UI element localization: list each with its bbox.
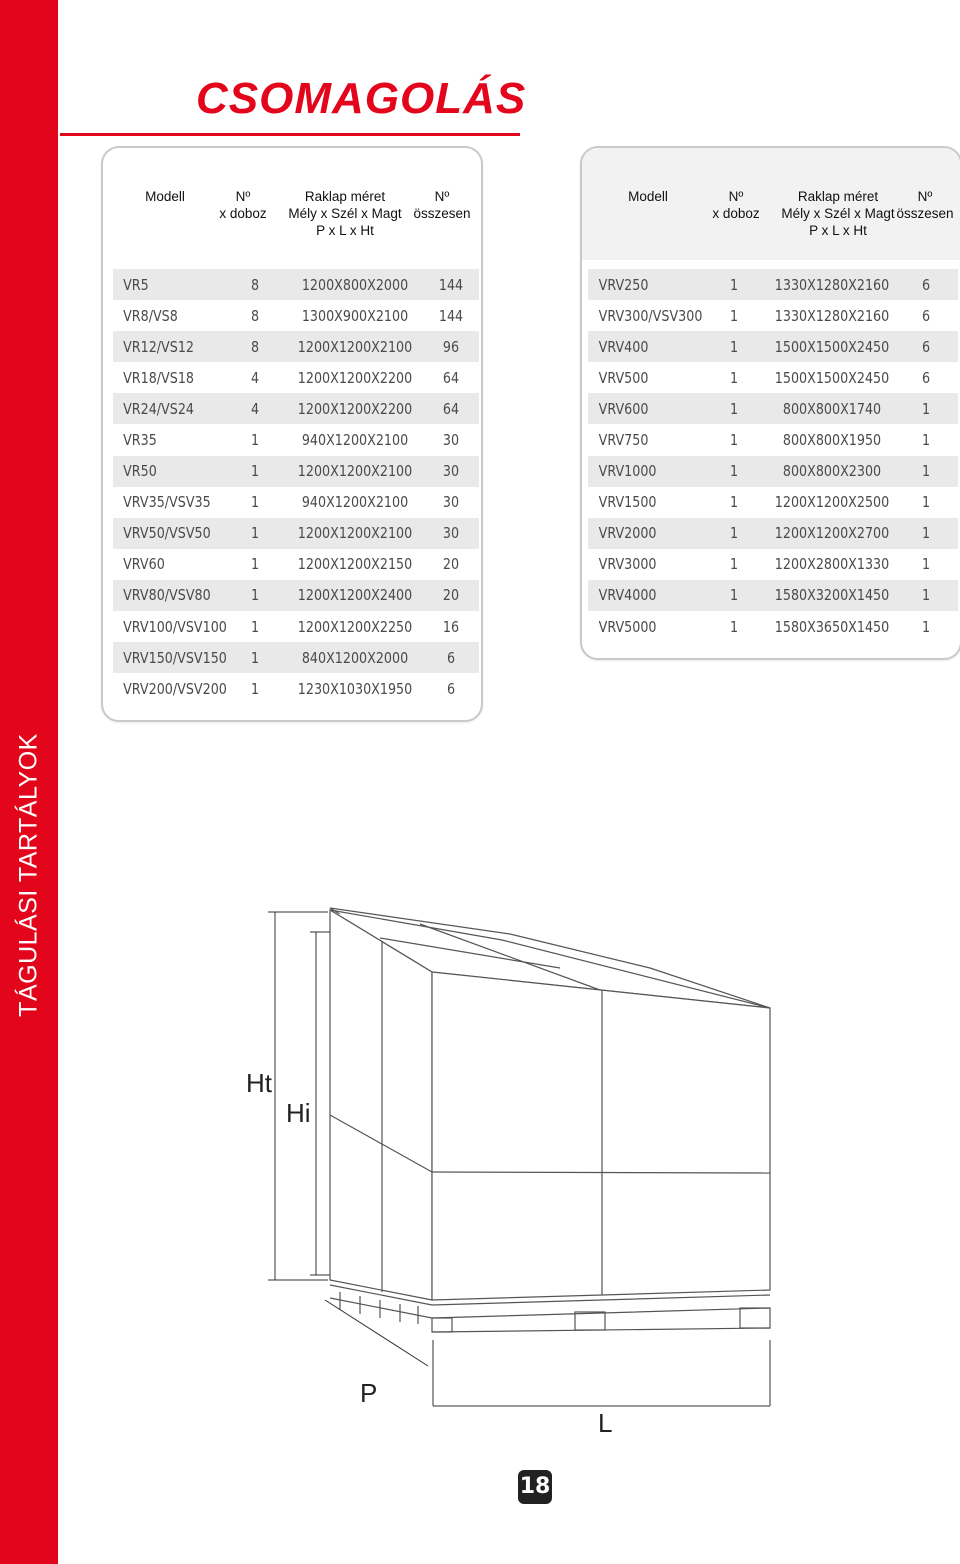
total-cell: 1 bbox=[921, 493, 931, 512]
pallet-diagram bbox=[240, 900, 800, 1460]
table-row bbox=[588, 456, 958, 487]
packaging-table-left bbox=[101, 146, 483, 722]
total-cell: 30 bbox=[442, 524, 460, 543]
pallet-size-cell: 800X800X2300 bbox=[782, 462, 882, 481]
model-cell: VRV1500 bbox=[598, 493, 657, 512]
header-per-box: Nº x doboz bbox=[219, 189, 267, 221]
model-cell: VRV3000 bbox=[598, 555, 657, 574]
page-number: 18 bbox=[518, 1470, 552, 1504]
per-box-cell: 8 bbox=[250, 275, 260, 294]
model-cell: VRV150/VSV150 bbox=[123, 648, 227, 667]
total-cell: 96 bbox=[442, 337, 460, 356]
total-cell: 1 bbox=[921, 586, 931, 605]
per-box-cell: 1 bbox=[250, 679, 260, 698]
model-cell: VRV1000 bbox=[598, 462, 657, 481]
pallet-size-cell: 800X800X1740 bbox=[782, 399, 882, 418]
table-row bbox=[113, 269, 479, 300]
per-box-cell: 1 bbox=[729, 493, 739, 512]
model-cell: VR35 bbox=[123, 431, 157, 450]
pallet-size-cell: 1200X1200X2100 bbox=[297, 337, 413, 356]
model-cell: VRV60 bbox=[123, 555, 165, 574]
table-row bbox=[588, 580, 958, 611]
total-cell: 30 bbox=[442, 462, 460, 481]
model-cell: VRV400 bbox=[598, 337, 649, 356]
pallet-size-cell: 1230X1030X1950 bbox=[297, 679, 413, 698]
pallet-size-cell: 1200X1200X2150 bbox=[297, 555, 413, 574]
table-row bbox=[113, 362, 479, 393]
total-cell: 1 bbox=[921, 399, 931, 418]
pallet-size-cell: 1200X1200X2400 bbox=[297, 586, 413, 605]
pallet-size-cell: 1200X2800X1330 bbox=[774, 555, 890, 574]
per-box-cell: 1 bbox=[250, 555, 260, 574]
pallet-size-cell: 1500X1500X2450 bbox=[774, 368, 890, 387]
table-row bbox=[588, 518, 958, 549]
page-title: CSOMAGOLÁS bbox=[196, 74, 527, 123]
model-cell: VR50 bbox=[123, 462, 157, 481]
table-row bbox=[113, 549, 479, 580]
packaging-table-right bbox=[580, 146, 960, 660]
model-cell: VRV200/VSV200 bbox=[123, 679, 227, 698]
per-box-cell: 1 bbox=[729, 555, 739, 574]
table-row bbox=[113, 424, 479, 455]
pallet-size-cell: 1580X3650X1450 bbox=[774, 617, 890, 636]
model-cell: VR18/VS18 bbox=[123, 368, 194, 387]
model-cell: VR12/VS12 bbox=[123, 337, 194, 356]
total-cell: 144 bbox=[438, 275, 464, 294]
model-cell: VRV4000 bbox=[598, 586, 657, 605]
table-row bbox=[588, 331, 958, 362]
table-header bbox=[582, 148, 960, 260]
table-header bbox=[103, 148, 481, 260]
pallet-size-cell: 1200X1200X2100 bbox=[297, 524, 413, 543]
per-box-cell: 1 bbox=[729, 617, 739, 636]
per-box-cell: 1 bbox=[729, 275, 739, 294]
table-row bbox=[113, 611, 479, 642]
per-box-cell: 1 bbox=[250, 648, 260, 667]
per-box-cell: 1 bbox=[250, 462, 260, 481]
pallet-size-cell: 1200X1200X2250 bbox=[297, 617, 413, 636]
model-cell: VRV80/VSV80 bbox=[123, 586, 211, 605]
table-row bbox=[588, 549, 958, 580]
model-cell: VRV100/VSV100 bbox=[123, 617, 227, 636]
per-box-cell: 1 bbox=[729, 462, 739, 481]
total-cell: 64 bbox=[442, 399, 460, 418]
total-cell: 1 bbox=[921, 617, 931, 636]
table-row bbox=[113, 456, 479, 487]
table-row bbox=[113, 331, 479, 362]
per-box-cell: 1 bbox=[250, 524, 260, 543]
table-row bbox=[113, 300, 479, 331]
per-box-cell: 1 bbox=[729, 399, 739, 418]
title-underline bbox=[60, 133, 520, 136]
per-box-cell: 1 bbox=[250, 617, 260, 636]
per-box-cell: 4 bbox=[250, 368, 260, 387]
header-per-box: Nº x doboz bbox=[712, 189, 760, 221]
header-model: Modell bbox=[628, 189, 668, 204]
dimension-label-p: P bbox=[360, 1378, 378, 1408]
total-cell: 64 bbox=[442, 368, 460, 387]
total-cell: 6 bbox=[446, 648, 456, 667]
table-row bbox=[588, 362, 958, 393]
per-box-cell: 1 bbox=[250, 493, 260, 512]
table-row bbox=[113, 518, 479, 549]
pallet-size-cell: 1200X1200X2500 bbox=[774, 493, 890, 512]
model-cell: VR5 bbox=[123, 275, 149, 294]
pallet-size-cell: 1200X1200X2200 bbox=[297, 368, 413, 387]
header-total: Nº összesen bbox=[896, 189, 954, 221]
model-cell: VRV5000 bbox=[598, 617, 657, 636]
total-cell: 1 bbox=[921, 524, 931, 543]
table-body bbox=[588, 269, 958, 642]
model-cell: VR8/VS8 bbox=[123, 306, 178, 325]
total-cell: 1 bbox=[921, 462, 931, 481]
total-cell: 6 bbox=[921, 306, 931, 325]
per-box-cell: 1 bbox=[729, 368, 739, 387]
pallet-size-cell: 1580X3200X1450 bbox=[774, 586, 890, 605]
table-row bbox=[113, 642, 479, 673]
model-cell: VRV2000 bbox=[598, 524, 657, 543]
model-cell: VRV35/VSV35 bbox=[123, 493, 211, 512]
dimension-label-l: L bbox=[598, 1408, 613, 1438]
pallet-size-cell: 940X1200X2100 bbox=[301, 431, 409, 450]
total-cell: 6 bbox=[921, 337, 931, 356]
sidebar-band bbox=[0, 0, 58, 1564]
model-cell: VR24/VS24 bbox=[123, 399, 194, 418]
per-box-cell: 1 bbox=[250, 586, 260, 605]
per-box-cell: 1 bbox=[729, 431, 739, 450]
pallet-size-cell: 1200X1200X2100 bbox=[297, 462, 413, 481]
table-body bbox=[113, 269, 479, 704]
header-pallet-size: Raklap méret Mély x Szél x Magt P x L x Ht bbox=[781, 189, 895, 238]
table-row bbox=[588, 269, 958, 300]
section-title-vertical: TÁGULÁSI TARTÁLYOK bbox=[14, 733, 43, 1017]
total-cell: 30 bbox=[442, 493, 460, 512]
total-cell: 6 bbox=[921, 368, 931, 387]
model-cell: VRV500 bbox=[598, 368, 649, 387]
pallet-size-cell: 800X800X1950 bbox=[782, 431, 882, 450]
model-cell: VRV750 bbox=[598, 431, 649, 450]
header-pallet-size: Raklap méret Mély x Szél x Magt P x L x Ht bbox=[288, 189, 402, 238]
total-cell: 20 bbox=[442, 555, 460, 574]
total-cell: 1 bbox=[921, 431, 931, 450]
pallet-size-cell: 840X1200X2000 bbox=[301, 648, 409, 667]
table-row bbox=[588, 300, 958, 331]
per-box-cell: 8 bbox=[250, 306, 260, 325]
pallet-size-cell: 940X1200X2100 bbox=[301, 493, 409, 512]
per-box-cell: 1 bbox=[729, 586, 739, 605]
pallet-size-cell: 1200X1200X2200 bbox=[297, 399, 413, 418]
header-model: Modell bbox=[145, 189, 185, 204]
total-cell: 6 bbox=[446, 679, 456, 698]
table-row bbox=[113, 580, 479, 611]
per-box-cell: 4 bbox=[250, 399, 260, 418]
dimension-label-ht: Ht bbox=[246, 1068, 272, 1098]
table-row bbox=[113, 393, 479, 424]
total-cell: 20 bbox=[442, 586, 460, 605]
model-cell: VRV600 bbox=[598, 399, 649, 418]
pallet-size-cell: 1200X1200X2700 bbox=[774, 524, 890, 543]
model-cell: VRV50/VSV50 bbox=[123, 524, 211, 543]
table-row bbox=[588, 487, 958, 518]
per-box-cell: 8 bbox=[250, 337, 260, 356]
header-total: Nº összesen bbox=[413, 189, 471, 221]
pallet-size-cell: 1300X900X2100 bbox=[301, 306, 409, 325]
total-cell: 1 bbox=[921, 555, 931, 574]
model-cell: VRV300/VSV300 bbox=[598, 306, 703, 325]
table-row bbox=[588, 424, 958, 455]
table-row bbox=[588, 393, 958, 424]
dimension-label-hi: Hi bbox=[286, 1098, 311, 1128]
total-cell: 144 bbox=[438, 306, 464, 325]
pallet-size-cell: 1330X1280X2160 bbox=[774, 275, 890, 294]
per-box-cell: 1 bbox=[250, 431, 260, 450]
table-row bbox=[113, 673, 479, 704]
table-row bbox=[588, 611, 958, 642]
per-box-cell: 1 bbox=[729, 306, 739, 325]
per-box-cell: 1 bbox=[729, 337, 739, 356]
pallet-size-cell: 1200X800X2000 bbox=[301, 275, 409, 294]
total-cell: 16 bbox=[442, 617, 460, 636]
per-box-cell: 1 bbox=[729, 524, 739, 543]
total-cell: 30 bbox=[442, 431, 460, 450]
pallet-size-cell: 1330X1280X2160 bbox=[774, 306, 890, 325]
model-cell: VRV250 bbox=[598, 275, 649, 294]
total-cell: 6 bbox=[921, 275, 931, 294]
table-row bbox=[113, 487, 479, 518]
pallet-size-cell: 1500X1500X2450 bbox=[774, 337, 890, 356]
